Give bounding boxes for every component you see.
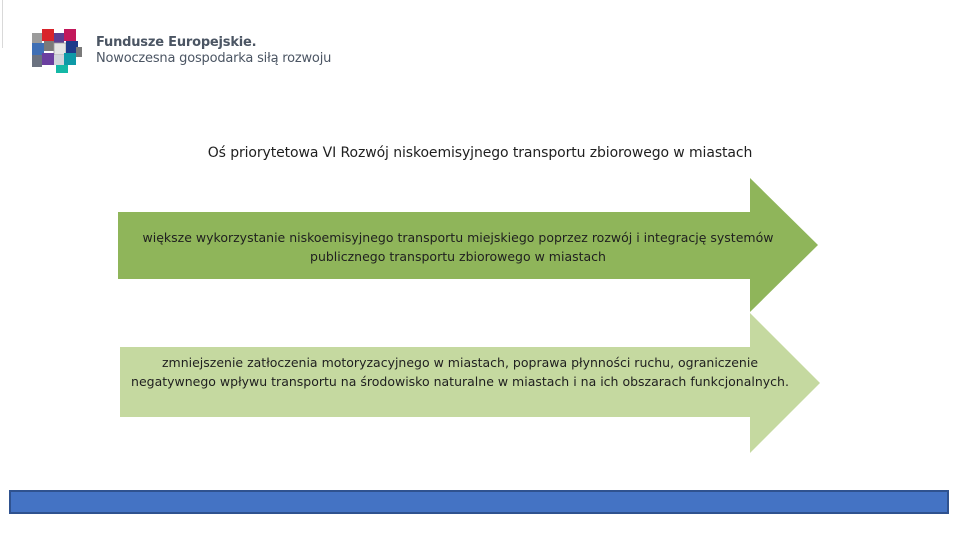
bottom-bar bbox=[9, 490, 949, 514]
objective-arrow-2 bbox=[120, 313, 820, 453]
priority-axis-title: Oś priorytetowa VI Rozwój niskoemisyjnego transportu zbiorowego w miastach bbox=[207, 145, 753, 161]
objective-arrow-1 bbox=[118, 178, 818, 312]
logo-text bbox=[96, 35, 331, 67]
logo-line-1: Fundusze Europejskie. bbox=[96, 35, 257, 50]
objective-text-1: większe wykorzystanie niskoemisyjnego transportu miejskiego poprzez rozwój i integrację systemów publicznego transportu zbiorowego w miastach bbox=[142, 230, 774, 264]
logo-line-2: Nowoczesna gospodarka siłą rozwoju bbox=[96, 51, 332, 66]
objective-text-2: zmniejszenie zatłoczenia motoryzacyjnego w miastach, poprawa płynności ruchu, ograniczenie negatywnego wpływu transportu na środowisko naturalne w miastach i na ich obszarach funkcjonalnych. bbox=[131, 355, 789, 389]
edge-line bbox=[2, 0, 3, 48]
eu-funds-logo bbox=[30, 27, 330, 77]
eu-funds-logo-icon bbox=[30, 27, 85, 75]
